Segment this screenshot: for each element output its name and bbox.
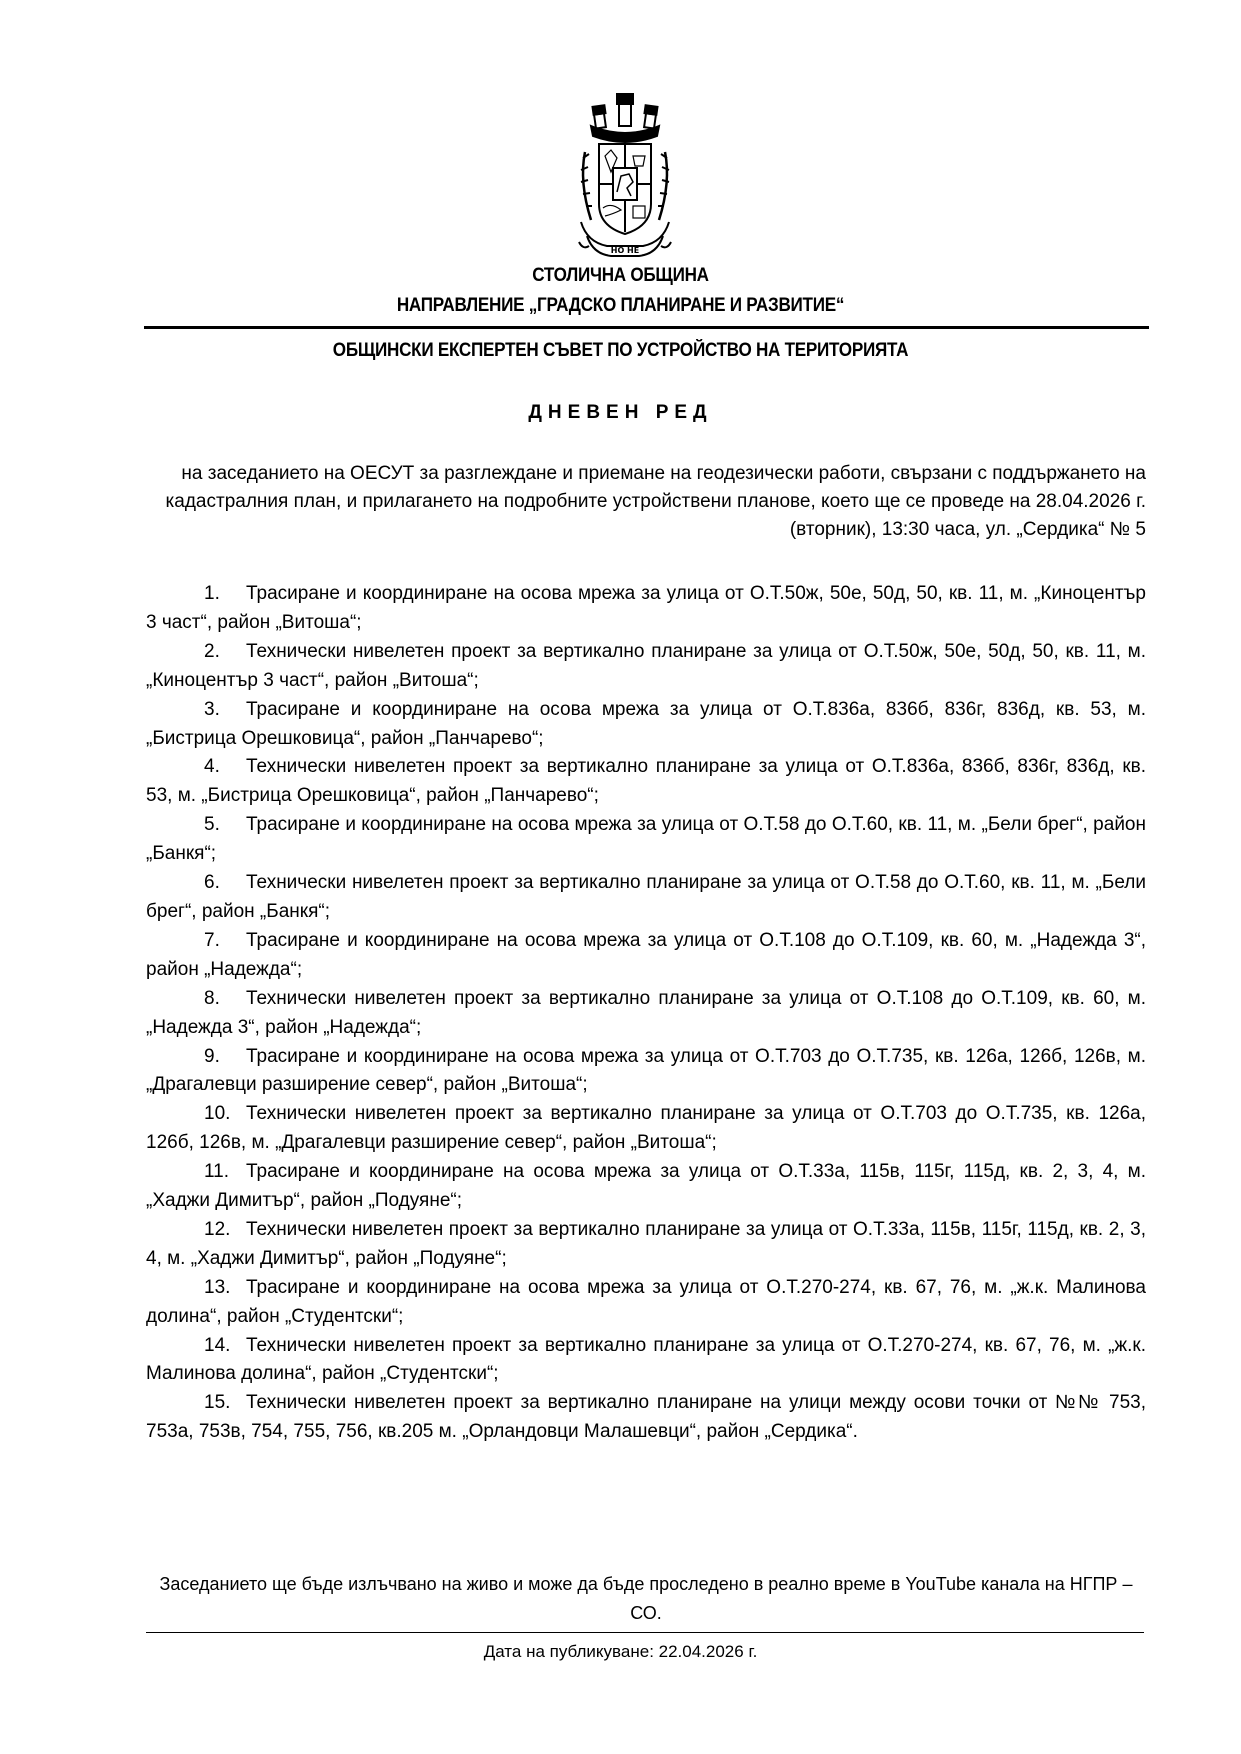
svg-text:НО НЕ: НО НЕ: [610, 246, 640, 255]
agenda-item: [146, 1389, 1146, 1447]
item-number: 8.: [204, 987, 220, 1009]
agenda-item: [146, 1332, 1146, 1390]
item-number: 12.: [204, 1218, 231, 1240]
agenda-item: [146, 1100, 1146, 1158]
item-text: Трасиране и координиране на осова мрежа за улица от О.Т.58 до О.Т.60, кв. 11, м. „Бели брег“, район „Банкя“;: [146, 814, 1146, 865]
directorate-name: НАПРАВЛЕНИЕ „ГРАДСКО ПЛАНИРАНЕ И РАЗВИТИЕ“: [396, 295, 845, 316]
agenda-item: [146, 580, 1146, 638]
agenda-list: [146, 580, 1146, 1447]
item-text: Трасиране и координиране на осова мрежа за улица от О.Т.50ж, 50е, 50д, 50, кв. 11, м. „Киноцентър 3 част“, район „Витоша“;: [146, 583, 1146, 633]
item-text: Технически нивелетен проект за вертикално планиране на улици между осови точки от №№ 753, 753а, 753в, 754, 755, 756, кв.205 м. „Орландовци Малашевци“, район „Сердика“.: [146, 1392, 1146, 1443]
agenda-item: [146, 985, 1146, 1043]
item-number: 4.: [204, 756, 220, 778]
item-text: Технически нивелетен проект за вертикално планиране за улица от О.Т.836а, 836б, 836г, 836д, кв. 53, м. „Бистрица Орешковица“, район „Панчарево“;: [146, 756, 1146, 807]
item-number: 9.: [204, 1045, 220, 1067]
item-number: 1.: [204, 583, 220, 604]
item-number: 14.: [204, 1334, 231, 1356]
item-number: 13.: [204, 1276, 231, 1298]
item-text: Трасиране и координиране на осова мрежа за улица от О.Т.703 до О.Т.735, кв. 126а, 126б, 126в, м. „Драгалевци разширение север“, район „Витоша“;: [146, 1045, 1146, 1096]
item-text: Трасиране и координиране на осова мрежа за улица от О.Т.108 до О.Т.109, кв. 60, м. „Надежда 3“, район „Надежда“;: [146, 929, 1146, 980]
agenda-item: [146, 869, 1146, 927]
agenda-item: [146, 638, 1146, 696]
document-title: ДНЕВЕН РЕД: [528, 402, 713, 423]
item-number: 3.: [204, 698, 220, 720]
council-name: ОБЩИНСКИ ЕКСПЕРТЕН СЪВЕТ ПО УСТРОЙСТВО НА ТЕРИТОРИЯТА: [332, 340, 909, 361]
agenda-item: [146, 696, 1146, 754]
item-text: Технически нивелетен проект за вертикално планиране за улица от О.Т.58 до О.Т.60, кв. 11, м. „Бели брег“, район „Банкя“;: [146, 872, 1146, 922]
coat-of-arms-icon: [577, 92, 673, 258]
item-text: Технически нивелетен проект за вертикално планиране за улица от О.Т.33а, 115в, 115г, 115д, кв. 2, 3, 4, м. „Хаджи Димитър“, район „Подуяне“;: [146, 1218, 1146, 1269]
item-text: Технически нивелетен проект за вертикално планиране за улица от О.Т.703 до О.Т.735, кв. 126а, 126б, 126в, м. „Драгалевци разширение север“, район „Витоша“;: [146, 1103, 1146, 1154]
item-text: Трасиране и координиране на осова мрежа за улица от О.Т.836а, 836б, 836г, 836д, кв. 53, м. „Бистрица Орешковица“, район „Панчарево“;: [146, 698, 1146, 749]
item-number: 5.: [204, 814, 220, 836]
footer-divider: [146, 1632, 1144, 1633]
livestream-note: Заседанието ще бъде излъчвано на живо и може да бъде проследено в реално време в YouTube канала на НГПР – СО.: [159, 1574, 1133, 1623]
item-number: 6.: [204, 872, 220, 894]
agenda-item: [146, 753, 1146, 811]
meeting-intro: на заседанието на ОЕСУТ за разглеждане и приемане на геодезически работи, свързани с поддържането на кадастралния план, и прилагането на подробните устройствени планове, което ще се проведе на 28.04.2026 г. (вторник), 13:30 часа, ул. „Сердика“ № 5: [165, 463, 1146, 540]
agenda-item: [146, 1158, 1146, 1216]
item-text: Технически нивелетен проект за вертикално планиране за улица от О.Т.50ж, 50е, 50д, 50, кв. 11, м. „Киноцентър 3 част“, район „Витоша“;: [146, 640, 1146, 691]
item-number: 2.: [204, 640, 220, 662]
item-text: Технически нивелетен проект за вертикално планиране за улица от О.Т.108 до О.Т.109, кв. 60, м. „Надежда 3“, район „Надежда“;: [146, 987, 1146, 1038]
header-divider: [144, 326, 1149, 329]
item-number: 10.: [204, 1103, 231, 1125]
organization-name: СТОЛИЧНА ОБЩИНА: [532, 265, 709, 286]
agenda-item: [146, 1043, 1146, 1101]
item-text: Трасиране и координиране на осова мрежа за улица от О.Т.270-274, кв. 67, 76, м. „ж.к. Малинова долина“, район „Студентски“;: [146, 1276, 1146, 1327]
agenda-item: [146, 811, 1146, 869]
agenda-item: [146, 927, 1146, 985]
item-text: Трасиране и координиране на осова мрежа за улица от О.Т.33а, 115в, 115г, 115д, кв. 2, 3, 4, м. „Хаджи Димитър“, район „Подуяне“;: [146, 1161, 1146, 1212]
item-number: 7.: [204, 929, 220, 951]
item-number: 15.: [204, 1392, 231, 1414]
agenda-item: [146, 1216, 1146, 1274]
item-number: 11.: [204, 1161, 230, 1183]
agenda-item: [146, 1274, 1146, 1332]
publication-date: Дата на публикуване: 22.04.2026 г.: [483, 1642, 758, 1661]
item-text: Технически нивелетен проект за вертикално планиране за улица от О.Т.270-274, кв. 67, 76, м. „ж.к. Малинова долина“, район „Студентски“;: [146, 1334, 1146, 1385]
